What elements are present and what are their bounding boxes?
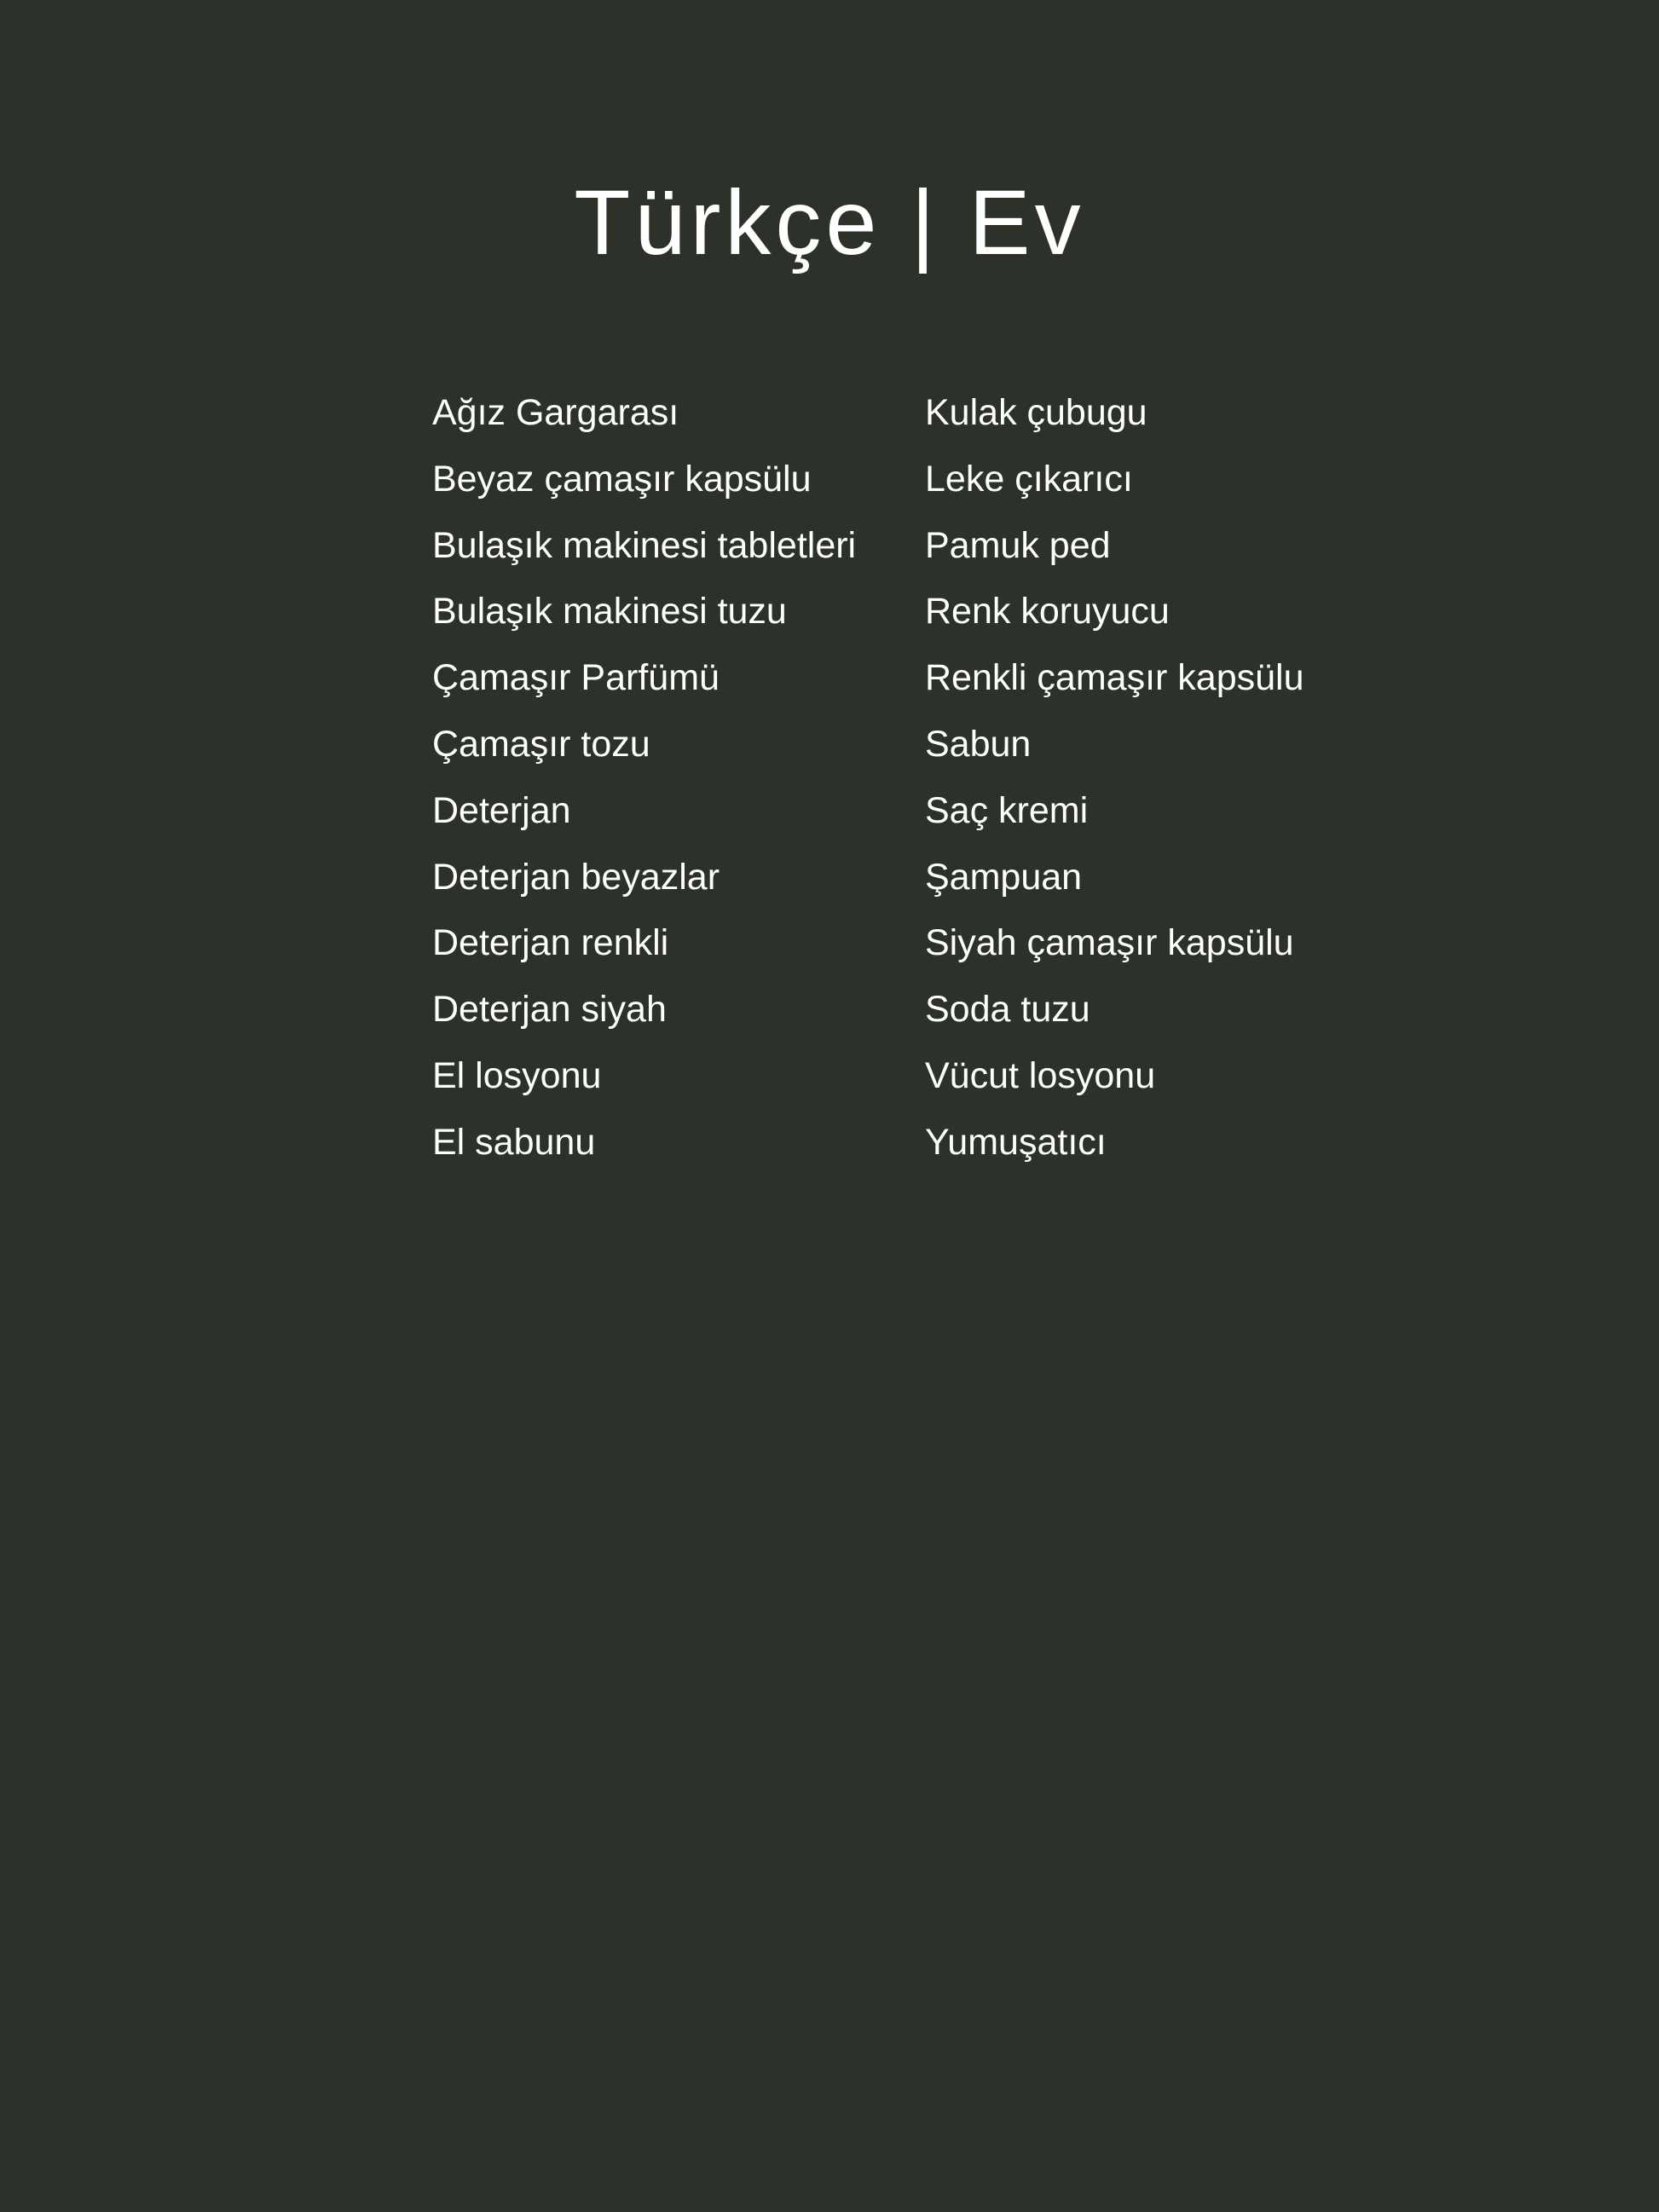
page-title: Türkçe | Ev — [574, 170, 1085, 274]
list-item: Bulaşık makinesi tuzu — [432, 591, 787, 632]
list-item: Pamuk ped — [925, 524, 1111, 566]
list-item: Soda tuzu — [925, 989, 1090, 1031]
list-item: Renk koruyucu — [925, 591, 1170, 632]
list-item: Deterjan siyah — [432, 989, 667, 1031]
list-item: Beyaz çamaşır kapsülu — [432, 458, 812, 500]
list-item: Bulaşık makinesi tabletleri — [432, 524, 857, 566]
list-item: Çamaşır tozu — [432, 723, 650, 765]
list-item: Ağız Gargarası — [432, 392, 679, 433]
list-item: Çamaşır Parfümü — [432, 657, 720, 699]
list-item: Şampuan — [925, 856, 1083, 898]
list-item: Kulak çubugu — [925, 392, 1147, 433]
list-item: Leke çıkarıcı — [925, 458, 1133, 500]
word-list-right — [925, 385, 1304, 1181]
word-list-left — [432, 385, 856, 1181]
list-item: Siyah çamaşır kapsülu — [925, 922, 1294, 964]
list-item: Vücut losyonu — [925, 1054, 1156, 1096]
list-item: Deterjan beyazlar — [432, 856, 720, 898]
list-item: Deterjan — [432, 789, 571, 831]
list-item: Renkli çamaşır kapsülu — [925, 657, 1304, 699]
list-item: Deterjan renkli — [432, 922, 669, 964]
list-item: Sabun — [925, 723, 1032, 765]
list-item: El sabunu — [432, 1121, 596, 1163]
list-item: Saç kremi — [925, 789, 1089, 831]
list-item: Yumuşatıcı — [925, 1121, 1107, 1163]
list-item: El losyonu — [432, 1054, 602, 1096]
